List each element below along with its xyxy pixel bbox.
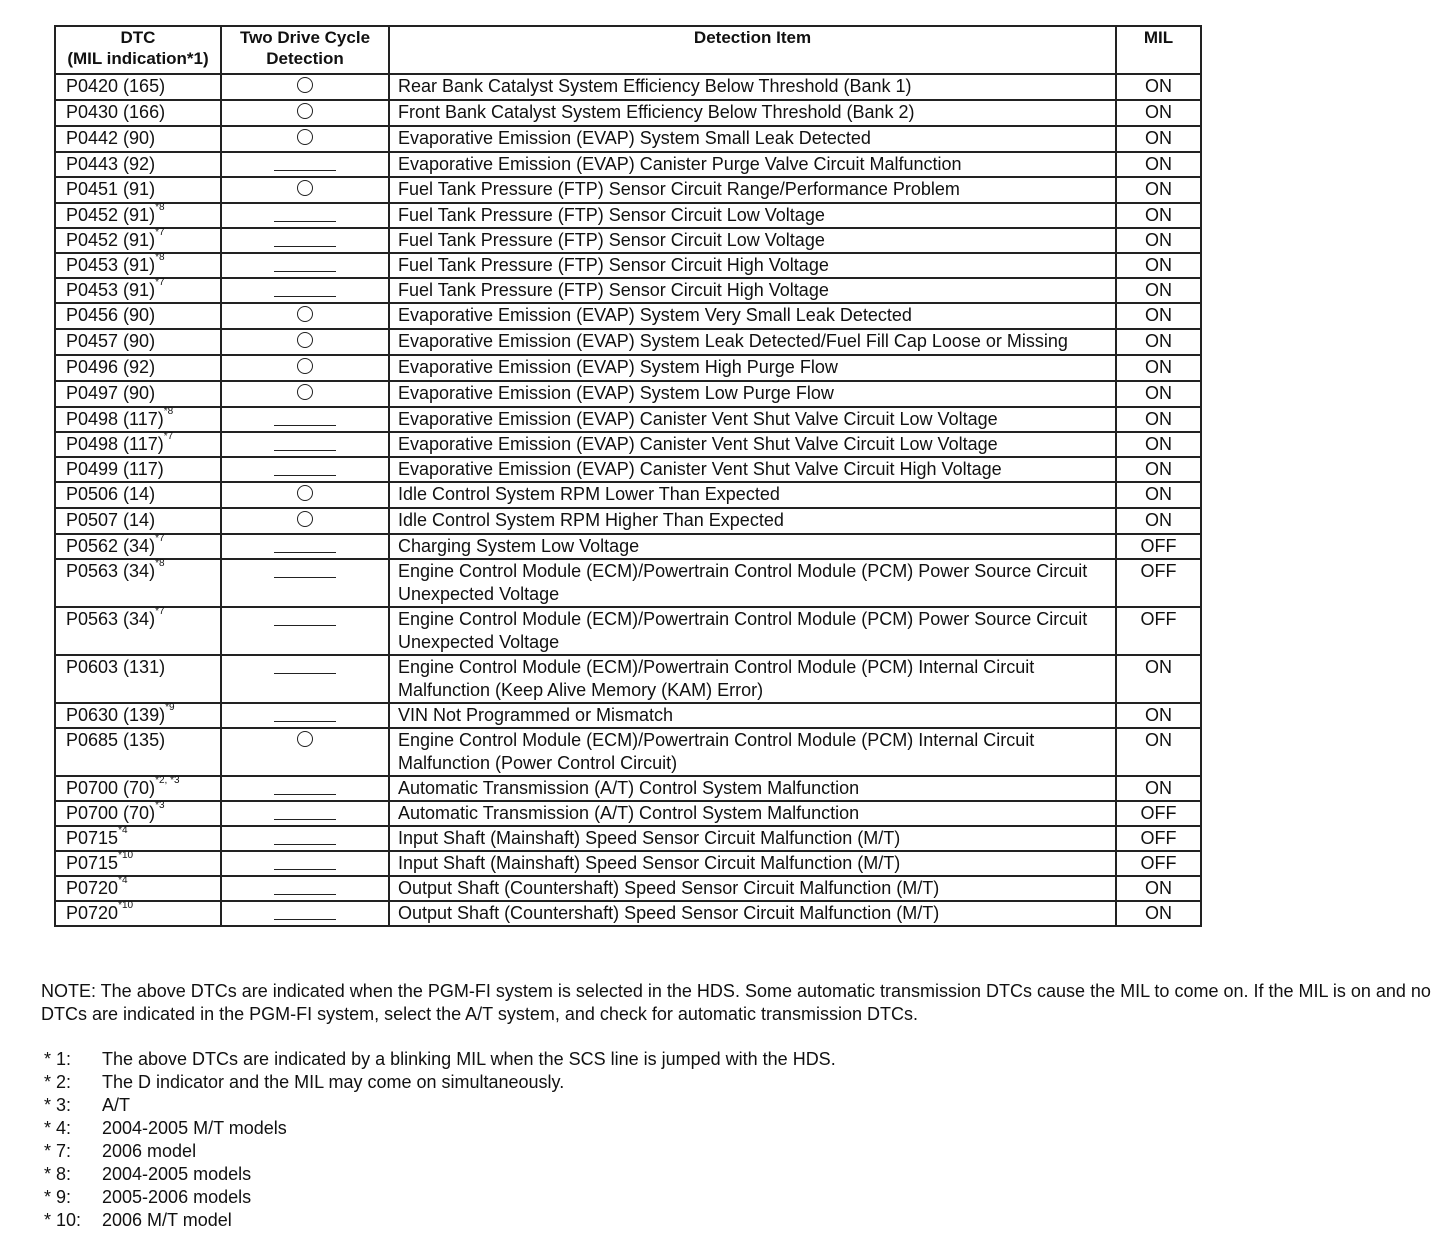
footnote-key: * 8: (44, 1164, 72, 1184)
dtc-code: P0457 (90) (66, 331, 156, 351)
dtc-code-cell (55, 776, 221, 801)
dash-mark-icon (274, 894, 336, 895)
mil-status-cell: OFF (1116, 801, 1201, 826)
detection-item-cell: Automatic Transmission (A/T) Control System Malfunction (389, 776, 1116, 801)
dtc-code-cell (55, 559, 221, 607)
mil-status-cell: OFF (1116, 559, 1201, 607)
dtc-code: P0715 (66, 853, 119, 873)
dash-mark-icon (274, 794, 336, 795)
dtc-footnote-ref: *10 (118, 900, 134, 911)
table-row (55, 876, 1201, 901)
detection-item-cell: Idle Control System RPM Higher Than Expected (389, 508, 1116, 534)
two-drive-cell (221, 851, 389, 876)
dash-mark-icon (274, 450, 336, 451)
table-row (55, 381, 1201, 407)
dtc-footnote-ref: *7 (163, 431, 174, 442)
dtc-table (54, 25, 1202, 927)
dash-mark-icon (274, 296, 336, 297)
dtc-footnote-ref: *8 (155, 252, 165, 263)
table-row (55, 482, 1201, 508)
mil-status-cell: OFF (1116, 826, 1201, 851)
circle-mark-icon (297, 384, 313, 400)
header-two-drive (221, 26, 389, 74)
circle-mark-icon (297, 332, 313, 348)
circle-mark-icon (297, 180, 313, 196)
dash-mark-icon (274, 869, 336, 870)
detection-item-cell: Output Shaft (Countershaft) Speed Sensor Circuit Malfunction (M/T) (389, 876, 1116, 901)
footnote-text: 2006 M/T model (102, 1210, 232, 1230)
mil-status-cell: ON (1116, 457, 1201, 482)
mil-status-cell: OFF (1116, 607, 1201, 655)
dtc-footnote-ref: *4 (118, 825, 128, 836)
table-row (55, 508, 1201, 534)
mil-status-cell: ON (1116, 381, 1201, 407)
table-row (55, 457, 1201, 482)
mil-status-cell: ON (1116, 876, 1201, 901)
detection-item-cell: Evaporative Emission (EVAP) System Small Leak Detected (389, 126, 1116, 152)
detection-item-cell: Evaporative Emission (EVAP) System High Purge Flow (389, 355, 1116, 381)
dtc-code-cell (55, 801, 221, 826)
table-row (55, 152, 1201, 177)
mil-status-cell: ON (1116, 776, 1201, 801)
footnote-key: * 7: (44, 1141, 72, 1161)
two-drive-cell (221, 534, 389, 559)
detection-item-cell: Engine Control Module (ECM)/Powertrain Control Module (PCM) Power Source Circuit Unexpected Voltage (389, 559, 1116, 607)
dtc-code-cell (55, 407, 221, 432)
footnote-key: * 2: (44, 1072, 72, 1092)
footnote-key: * 4: (44, 1118, 72, 1138)
footnote-item (44, 1117, 1044, 1140)
two-drive-cell (221, 355, 389, 381)
dtc-code-cell (55, 876, 221, 901)
dtc-code-cell (55, 851, 221, 876)
footnote-item (44, 1071, 1044, 1094)
table-row (55, 801, 1201, 826)
dash-mark-icon (274, 721, 336, 722)
table-row (55, 607, 1201, 655)
circle-mark-icon (297, 77, 313, 93)
detection-item-cell: Engine Control Module (ECM)/Powertrain Control Module (PCM) Internal Circuit Malfunction (Power Control Circuit) (389, 728, 1116, 776)
dtc-code-cell (55, 177, 221, 203)
mil-status-cell: ON (1116, 278, 1201, 303)
two-drive-cell (221, 457, 389, 482)
table-row (55, 203, 1201, 228)
dtc-footnote-ref: *8 (155, 558, 165, 569)
dtc-code-cell (55, 253, 221, 278)
dash-mark-icon (274, 919, 336, 920)
dtc-code-cell (55, 74, 221, 100)
dtc-code: P0715 (66, 828, 119, 848)
dtc-code-cell (55, 482, 221, 508)
dtc-code-cell (55, 203, 221, 228)
mil-status-cell: ON (1116, 432, 1201, 457)
table-row (55, 126, 1201, 152)
footnote-text: 2004-2005 M/T models (102, 1118, 287, 1138)
dtc-footnote-ref: *7 (155, 606, 165, 617)
dtc-code: P0498 (117) (66, 434, 164, 454)
header-mil: MIL (1116, 26, 1201, 74)
detection-item-cell: Automatic Transmission (A/T) Control System Malfunction (389, 801, 1116, 826)
mil-status-cell: ON (1116, 100, 1201, 126)
dtc-code-cell (55, 703, 221, 728)
mil-status-cell: ON (1116, 253, 1201, 278)
footnote-item (44, 1209, 1044, 1232)
dtc-footnote-ref: *2, *3 (155, 775, 180, 786)
note-paragraph: NOTE: The above DTCs are indicated when the PGM-FI system is selected in the HDS. Some automatic transmission DTCs cause the MIL to come on. If the MIL is on and no DTCs are indicated in the PGM-FI system, select the A/T system, and check for automatic transmission DTCs. (41, 981, 1431, 1024)
two-drive-cell (221, 655, 389, 703)
table-row (55, 851, 1201, 876)
mil-status-cell: ON (1116, 655, 1201, 703)
dtc-code-cell (55, 607, 221, 655)
detection-item-cell: VIN Not Programmed or Mismatch (389, 703, 1116, 728)
dash-mark-icon (274, 577, 336, 578)
dtc-footnote-ref: *3 (155, 800, 165, 811)
detection-item-cell: Evaporative Emission (EVAP) System Low Purge Flow (389, 381, 1116, 407)
two-drive-cell (221, 228, 389, 253)
dtc-footnote-ref: *4 (118, 875, 128, 886)
dtc-code-cell (55, 303, 221, 329)
table-row (55, 74, 1201, 100)
mil-status-cell: ON (1116, 303, 1201, 329)
detection-item-cell: Evaporative Emission (EVAP) System Very Small Leak Detected (389, 303, 1116, 329)
table-row (55, 826, 1201, 851)
dtc-code-cell (55, 728, 221, 776)
dtc-code: P0700 (70) (66, 778, 156, 798)
dash-mark-icon (274, 246, 336, 247)
dtc-code-cell (55, 381, 221, 407)
dtc-code: P0720 (66, 903, 119, 923)
two-drive-cell (221, 482, 389, 508)
footnote-item (44, 1163, 1044, 1186)
mil-status-cell: OFF (1116, 534, 1201, 559)
two-drive-cell (221, 407, 389, 432)
mil-status-cell: ON (1116, 177, 1201, 203)
dtc-code-cell (55, 100, 221, 126)
table-row (55, 703, 1201, 728)
dtc-code: P0453 (91) (66, 255, 156, 275)
table-row (55, 177, 1201, 203)
detection-item-cell: Engine Control Module (ECM)/Powertrain Control Module (PCM) Power Source Circuit Unexpected Voltage (389, 607, 1116, 655)
dtc-code: P0451 (91) (66, 179, 156, 199)
header-two-drive-line2: Detection (266, 49, 344, 68)
dtc-footnote-ref: *10 (118, 850, 134, 861)
dtc-code: P0685 (135) (66, 730, 166, 750)
two-drive-cell (221, 152, 389, 177)
footnote-item (44, 1186, 1044, 1209)
dtc-code-cell (55, 432, 221, 457)
dash-mark-icon (274, 673, 336, 674)
dash-mark-icon (274, 425, 336, 426)
dash-mark-icon (274, 625, 336, 626)
table-row (55, 534, 1201, 559)
dash-mark-icon (274, 552, 336, 553)
two-drive-cell (221, 100, 389, 126)
circle-mark-icon (297, 103, 313, 119)
two-drive-cell (221, 876, 389, 901)
two-drive-cell (221, 826, 389, 851)
dtc-code: P0700 (70) (66, 803, 156, 823)
circle-mark-icon (297, 358, 313, 374)
dtc-code-cell (55, 826, 221, 851)
dtc-code: P0452 (91) (66, 230, 156, 250)
two-drive-cell (221, 253, 389, 278)
footnote-text: 2006 model (102, 1141, 197, 1161)
dtc-code: P0499 (117) (66, 459, 164, 479)
mil-status-cell: ON (1116, 355, 1201, 381)
dash-mark-icon (274, 844, 336, 845)
dtc-code: P0453 (91) (66, 280, 156, 300)
dtc-code-cell (55, 228, 221, 253)
dtc-code: P0442 (90) (66, 128, 156, 148)
two-drive-cell (221, 508, 389, 534)
circle-mark-icon (297, 511, 313, 527)
header-dtc (55, 26, 221, 74)
dtc-code: P0443 (92) (66, 154, 156, 174)
dtc-code-cell (55, 355, 221, 381)
mil-status-cell: ON (1116, 228, 1201, 253)
two-drive-cell (221, 303, 389, 329)
detection-item-cell: Fuel Tank Pressure (FTP) Sensor Circuit Range/Performance Problem (389, 177, 1116, 203)
dtc-code: P0507 (14) (66, 510, 156, 530)
table-body (55, 74, 1201, 926)
two-drive-cell (221, 74, 389, 100)
mil-status-cell: ON (1116, 152, 1201, 177)
mil-status-cell: ON (1116, 508, 1201, 534)
table-row (55, 278, 1201, 303)
detection-item-cell: Idle Control System RPM Lower Than Expected (389, 482, 1116, 508)
dtc-footnote-ref: *7 (155, 533, 165, 544)
dtc-code-cell (55, 126, 221, 152)
table-row (55, 559, 1201, 607)
two-drive-cell (221, 703, 389, 728)
circle-mark-icon (297, 731, 313, 747)
header-detection-item: Detection Item (389, 26, 1116, 74)
detection-item-cell: Evaporative Emission (EVAP) Canister Vent Shut Valve Circuit High Voltage (389, 457, 1116, 482)
table-row (55, 901, 1201, 926)
two-drive-cell (221, 728, 389, 776)
circle-mark-icon (297, 306, 313, 322)
two-drive-cell (221, 126, 389, 152)
two-drive-cell (221, 901, 389, 926)
table-row (55, 329, 1201, 355)
mil-status-cell: ON (1116, 728, 1201, 776)
two-drive-cell (221, 329, 389, 355)
dtc-code-cell (55, 329, 221, 355)
dtc-code: P0506 (14) (66, 484, 156, 504)
dtc-code: P0603 (131) (66, 657, 166, 677)
two-drive-cell (221, 607, 389, 655)
mil-status-cell: OFF (1116, 851, 1201, 876)
dtc-code: P0562 (34) (66, 536, 156, 556)
dtc-code: P0563 (34) (66, 609, 156, 629)
dtc-code: P0497 (90) (66, 383, 156, 403)
detection-item-cell: Charging System Low Voltage (389, 534, 1116, 559)
circle-mark-icon (297, 129, 313, 145)
mil-status-cell: ON (1116, 74, 1201, 100)
dtc-code-cell (55, 901, 221, 926)
footnote-text: 2005-2006 models (102, 1187, 252, 1207)
dtc-footnote-ref: *9 (165, 702, 175, 713)
two-drive-cell (221, 776, 389, 801)
table-row (55, 355, 1201, 381)
header-dtc-line2: (MIL indication*1) (67, 49, 209, 68)
dtc-code: P0456 (90) (66, 305, 156, 325)
header-dtc-line1: DTC (120, 28, 156, 47)
table-row (55, 655, 1201, 703)
detection-item-cell: Evaporative Emission (EVAP) Canister Purge Valve Circuit Malfunction (389, 152, 1116, 177)
footnote-key: * 3: (44, 1095, 72, 1115)
detection-item-cell: Output Shaft (Countershaft) Speed Sensor Circuit Malfunction (M/T) (389, 901, 1116, 926)
footnote-item (44, 1140, 1044, 1163)
dtc-code: P0720 (66, 878, 119, 898)
table-row (55, 407, 1201, 432)
dtc-code-cell (55, 278, 221, 303)
detection-item-cell: Evaporative Emission (EVAP) Canister Vent Shut Valve Circuit Low Voltage (389, 407, 1116, 432)
detection-item-cell: Evaporative Emission (EVAP) Canister Vent Shut Valve Circuit Low Voltage (389, 432, 1116, 457)
two-drive-cell (221, 203, 389, 228)
dtc-code: P0452 (91) (66, 205, 156, 225)
table-row (55, 728, 1201, 776)
circle-mark-icon (297, 485, 313, 501)
footnote-text: The D indicator and the MIL may come on simultaneously. (102, 1072, 565, 1092)
footnote-key: * 10: (44, 1210, 82, 1230)
mil-status-cell: ON (1116, 901, 1201, 926)
mil-status-cell: ON (1116, 126, 1201, 152)
detection-item-cell: Fuel Tank Pressure (FTP) Sensor Circuit Low Voltage (389, 203, 1116, 228)
footnote-text: A/T (102, 1095, 131, 1115)
dtc-code: P0630 (139) (66, 705, 166, 725)
dtc-code: P0563 (34) (66, 561, 156, 581)
dtc-code: P0498 (117) (66, 409, 164, 429)
detection-item-cell: Fuel Tank Pressure (FTP) Sensor Circuit Low Voltage (389, 228, 1116, 253)
footnote-text: The above DTCs are indicated by a blinking MIL when the SCS line is jumped with the HDS. (102, 1049, 836, 1069)
dash-mark-icon (274, 271, 336, 272)
dtc-code-cell (55, 152, 221, 177)
table-row (55, 776, 1201, 801)
two-drive-cell (221, 432, 389, 457)
footnotes-list (44, 1048, 1044, 1232)
dtc-code: P0430 (166) (66, 102, 166, 122)
two-drive-cell (221, 278, 389, 303)
dtc-code: P0420 (165) (66, 76, 166, 96)
footnote-key: * 9: (44, 1187, 72, 1207)
dtc-footnote-ref: *8 (163, 406, 174, 417)
dash-mark-icon (274, 221, 336, 222)
two-drive-cell (221, 801, 389, 826)
detection-item-cell: Engine Control Module (ECM)/Powertrain Control Module (PCM) Internal Circuit Malfunction (Keep Alive Memory (KAM) Error) (389, 655, 1116, 703)
mil-status-cell: ON (1116, 407, 1201, 432)
dash-mark-icon (274, 170, 336, 171)
dtc-footnote-ref: *8 (155, 202, 165, 213)
dash-mark-icon (274, 819, 336, 820)
two-drive-cell (221, 177, 389, 203)
dtc-code: P0496 (92) (66, 357, 156, 377)
table-row (55, 253, 1201, 278)
table-row (55, 100, 1201, 126)
detection-item-cell: Input Shaft (Mainshaft) Speed Sensor Circuit Malfunction (M/T) (389, 851, 1116, 876)
table-header-row (55, 26, 1201, 74)
dtc-code-cell (55, 655, 221, 703)
mil-status-cell: ON (1116, 703, 1201, 728)
detection-item-cell: Rear Bank Catalyst System Efficiency Below Threshold (Bank 1) (389, 74, 1116, 100)
detection-item-cell: Fuel Tank Pressure (FTP) Sensor Circuit High Voltage (389, 253, 1116, 278)
dtc-code-cell (55, 534, 221, 559)
dtc-code-cell (55, 457, 221, 482)
two-drive-cell (221, 559, 389, 607)
footnote-text: 2004-2005 models (102, 1164, 252, 1184)
table-row (55, 303, 1201, 329)
table-row (55, 432, 1201, 457)
detection-item-cell: Front Bank Catalyst System Efficiency Below Threshold (Bank 2) (389, 100, 1116, 126)
table-row (55, 228, 1201, 253)
footnote-item (44, 1094, 1044, 1117)
header-two-drive-line1: Two Drive Cycle (239, 28, 371, 47)
detection-item-cell: Input Shaft (Mainshaft) Speed Sensor Circuit Malfunction (M/T) (389, 826, 1116, 851)
mil-status-cell: ON (1116, 482, 1201, 508)
mil-status-cell: ON (1116, 203, 1201, 228)
dtc-code-cell (55, 508, 221, 534)
dtc-footnote-ref: *7 (155, 227, 165, 238)
two-drive-cell (221, 381, 389, 407)
footnote-key: * 1: (44, 1049, 72, 1069)
detection-item-cell: Evaporative Emission (EVAP) System Leak Detected/Fuel Fill Cap Loose or Missing (389, 329, 1116, 355)
mil-status-cell: ON (1116, 329, 1201, 355)
footnote-item (44, 1048, 1044, 1071)
dash-mark-icon (274, 475, 336, 476)
dtc-footnote-ref: *7 (155, 277, 165, 288)
detection-item-cell: Fuel Tank Pressure (FTP) Sensor Circuit High Voltage (389, 278, 1116, 303)
